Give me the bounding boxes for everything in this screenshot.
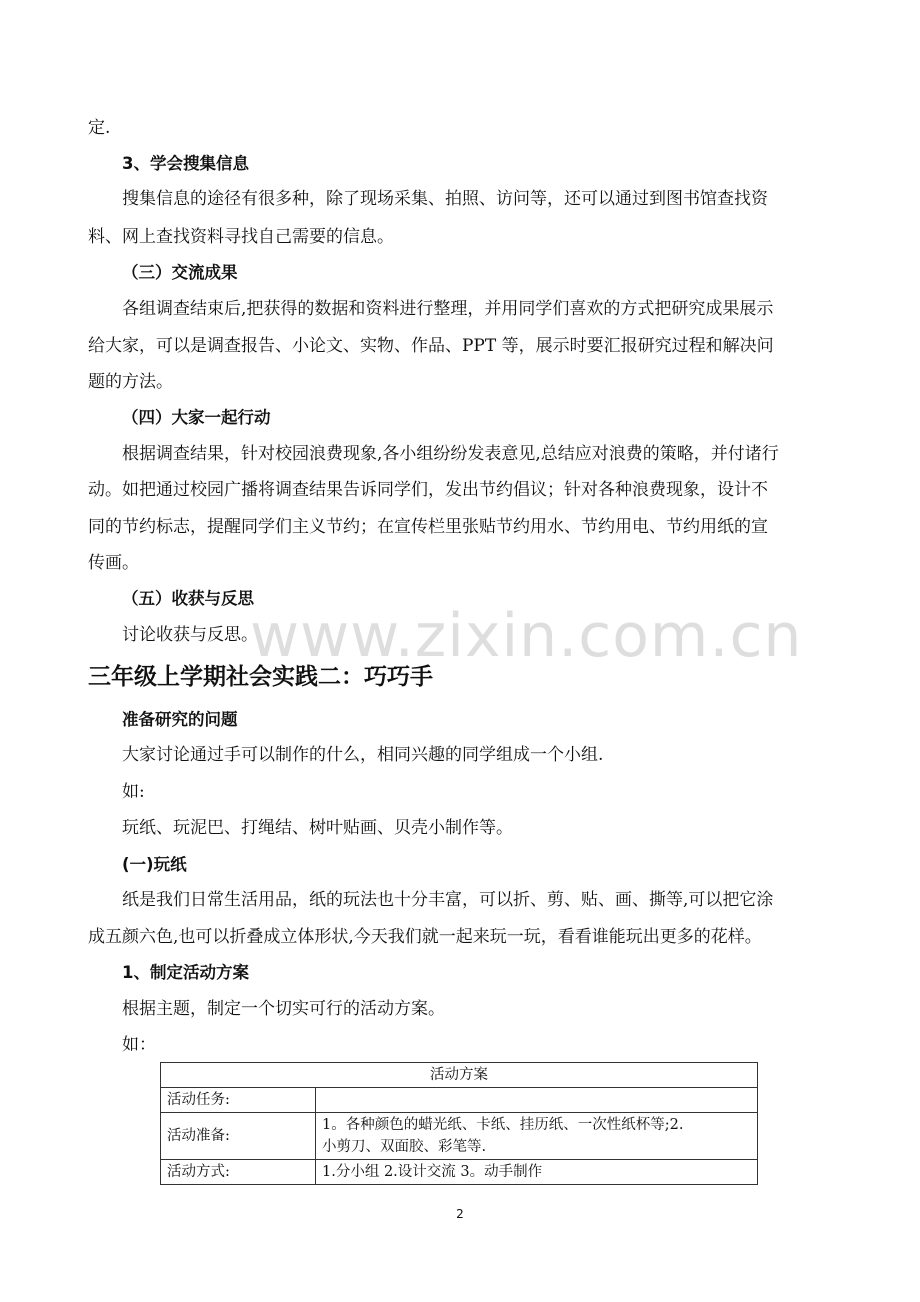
table-row <box>161 1160 758 1185</box>
activity-plan-table <box>160 1062 758 1185</box>
row-value: 1.分小组 2.设计交流 3。动手制作 <box>316 1160 758 1185</box>
row-label: 活动任务: <box>161 1088 316 1113</box>
paragraph-line: 大家讨论通过手可以制作的什么，相同兴趣的同学组成一个小组. <box>122 745 604 765</box>
paragraph-line: 搜集信息的途径有很多种，除了现场采集、拍照、访问等，还可以通过到图书馆查找资 <box>122 189 768 209</box>
table-header: 活动方案 <box>161 1063 758 1088</box>
subheading: (一)玩纸 <box>122 855 187 874</box>
table-row <box>161 1088 758 1113</box>
subheading: 1、制定活动方案 <box>122 963 249 982</box>
paragraph-line: 料、网上查找资料寻找自己需要的信息。 <box>88 227 394 247</box>
section-title: 三年级上学期社会实践二：巧巧手 <box>88 664 433 690</box>
paragraph-line: 纸是我们日常生活用品，纸的玩法也十分丰富，可以折、剪、贴、画、撕等,可以把它涂 <box>122 890 774 910</box>
page-number: 2 <box>456 1207 464 1221</box>
paragraph-line: 题的方法。 <box>88 372 173 392</box>
watermark: www.zixin.com.cn <box>250 601 803 671</box>
paragraph-line: 玩纸、玩泥巴、打绳结、树叶贴画、贝壳小制作等。 <box>122 818 513 838</box>
paragraph-line: 传画。 <box>88 553 139 573</box>
paragraph-line: 定. <box>88 118 111 138</box>
row-value-line: 小剪刀、双面胶、彩笔等. <box>322 1139 487 1155</box>
paragraph-line: 讨论收获与反思。 <box>122 625 258 645</box>
paragraph-line: 如： <box>122 1035 156 1055</box>
row-label: 活动准备: <box>161 1113 316 1160</box>
paragraph-line: 如: <box>122 782 145 802</box>
row-label: 活动方式: <box>161 1160 316 1185</box>
paragraph-line: 动。如把通过校园广播将调查结果告诉同学们，发出节约倡议；针对各种浪费现象，设计不 <box>88 480 768 500</box>
subheading: 准备研究的问题 <box>122 710 238 729</box>
subheading: （四）大家一起行动 <box>122 408 271 427</box>
paragraph-line: 给大家，可以是调查报告、小论文、实物、作品、PPT 等，展示时要汇报研究过程和解决问 <box>88 336 774 356</box>
paragraph-line: 根据调查结果，针对校园浪费现象,各小组纷纷发表意见,总结应对浪费的策略，并付诸行 <box>122 444 779 464</box>
row-value-line: 1。各种颜色的蜡光纸、卡纸、挂历纸、一次性纸杯等;2. <box>322 1117 684 1133</box>
table-header-row <box>161 1063 758 1088</box>
table-row <box>161 1113 758 1160</box>
row-value <box>316 1113 758 1160</box>
paragraph-line: 各组调查结束后,把获得的数据和资料进行整理，并用同学们喜欢的方式把研究成果展示 <box>122 299 774 319</box>
row-value <box>316 1088 758 1113</box>
paragraph-line: 根据主题，制定一个切实可行的活动方案。 <box>122 999 445 1019</box>
subheading: （五）收获与反思 <box>122 589 254 608</box>
subheading: （三）交流成果 <box>122 263 238 282</box>
paragraph-line: 成五颜六色,也可以折叠成立体形状,今天我们就一起来玩一玩，看看谁能玩出更多的花样。 <box>88 927 762 947</box>
paragraph-line: 同的节约标志，提醒同学们主义节约；在宣传栏里张贴节约用水、节约用电、节约用纸的宣 <box>88 517 768 537</box>
subheading: 3、学会搜集信息 <box>122 154 249 173</box>
